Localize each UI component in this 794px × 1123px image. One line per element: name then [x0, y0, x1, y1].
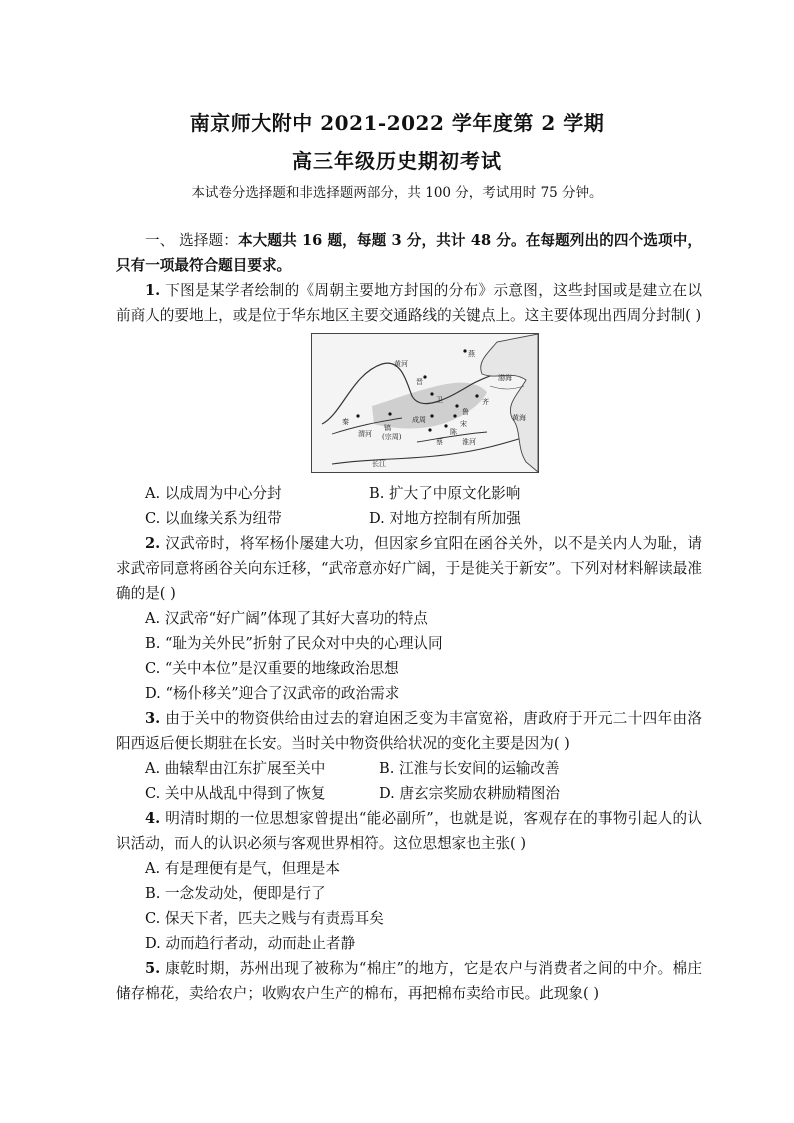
- zhou-fiefdom-map: [311, 333, 539, 473]
- exam-subtitle: 高三年级历史期初考试: [292, 149, 502, 173]
- option-b[interactable]: B. “耻为关外民”折射了民众对中央的心理认同: [145, 635, 443, 652]
- exam-content: [116, 228, 702, 1006]
- question-3: [116, 706, 702, 756]
- map-label-bohai: 渤海: [498, 374, 512, 382]
- map-label-yellow-river: 黄河: [394, 360, 408, 368]
- question-number: 4.: [145, 810, 161, 827]
- map-label-song: 宋: [460, 420, 467, 428]
- option-a[interactable]: A. 以成周为中心分封: [145, 485, 282, 502]
- question-stem: 明清时期的一位思想家曾提出“能必副所”，也就是说，客观存在的事物引起人的认识活动，而人的认识必须与客观世界相符。这位思想家也主张( ): [116, 810, 702, 852]
- map-label-yan: 燕: [468, 350, 475, 358]
- question-4: [116, 806, 702, 856]
- map-label-hao: 镐: [384, 424, 391, 432]
- map-label-zongzhou: (宗周): [382, 433, 402, 441]
- question-number: 2.: [145, 535, 161, 552]
- map-label-wei: 卫: [436, 396, 443, 404]
- option-a[interactable]: A. 汉武帝“好广阔”体现了其好大喜功的特点: [145, 610, 428, 627]
- map-label-jin: 晋: [416, 378, 423, 386]
- question-1-options-row-1: [116, 481, 702, 506]
- option-a[interactable]: A. 曲辕犁由江东扩展至关中: [145, 760, 326, 777]
- option-b[interactable]: B. 江淮与长安间的运输改善: [379, 760, 560, 777]
- question-number: 1.: [145, 282, 161, 299]
- map-label-lu: 鲁: [462, 408, 469, 416]
- question-5: [116, 956, 702, 1006]
- question-stem: 康乾时期，苏州出现了被称为“棉庄”的地方，它是农户与消费者之间的中介。棉庄储存棉花，卖给农户；收购农户生产的棉布，再把棉布卖给市民。此现象( ): [116, 960, 702, 1002]
- map-label-chengzhou: 成周: [412, 416, 426, 424]
- question-stem: 汉武帝时，将军杨仆屡建大功，但因家乡宜阳在函谷关外，以不是关内人为耻，请求武帝同意将函谷关向东迁移，“武帝意亦好广阔，于是徙关于新安”。下列对材料解读最准确的是( ): [116, 535, 702, 602]
- question-1-options-row-2: [116, 506, 702, 531]
- section-lead: 一、 选择题：: [145, 232, 238, 249]
- option-d[interactable]: D. 对地方控制有所加强: [369, 510, 521, 527]
- question-number: 5.: [145, 960, 161, 977]
- map-label-yellow-sea: 黄海: [512, 414, 526, 422]
- exam-instructions: 本试卷分选择题和非选择题两部分，共 100 分，考试用时 75 分钟。: [191, 185, 603, 201]
- map-label-qin: 秦: [342, 418, 349, 426]
- option-a[interactable]: A. 有是理便有是气，但理是本: [145, 860, 340, 877]
- map-label-yangtze: 长江: [372, 460, 386, 468]
- option-b[interactable]: B. 一念发动处，便即是行了: [145, 885, 326, 902]
- section-description: 本大题共 16 题，每题 3 分，共计 48 分。在每题列出的四个选项中，只有一项最符合题目要求。: [116, 232, 703, 274]
- section-heading: [116, 228, 702, 278]
- option-d[interactable]: D. 动而趋行者动，动而赴止者静: [145, 935, 356, 952]
- option-d[interactable]: D. “杨仆移关”迎合了汉武帝的政治需求: [145, 685, 400, 702]
- question-3-options-row-1: [116, 756, 702, 781]
- map-drawing: [312, 334, 538, 472]
- option-c[interactable]: C. 以血缘关系为纽带: [145, 510, 282, 527]
- option-d[interactable]: D. 唐玄宗奖励农耕励精图治: [379, 785, 560, 802]
- option-b[interactable]: B. 扩大了中原文化影响: [369, 485, 521, 502]
- question-1: [116, 278, 702, 328]
- map-label-qi: 齐: [482, 398, 489, 406]
- map-label-huai-river: 淮河: [462, 438, 476, 446]
- question-3-options-row-2: [116, 781, 702, 806]
- map-label-chen: 陈: [450, 428, 457, 436]
- option-c[interactable]: C. 关中从战乱中得到了恢复: [145, 785, 326, 802]
- option-c[interactable]: C. 保天下者，匹夫之贱与有责焉耳矣: [145, 910, 384, 927]
- question-stem: 由于关中的物资供给由过去的窘迫困乏变为丰富宽裕，唐政府于开元二十四年由洛阳西返后便长期驻在长安。当时关中物资供给状况的变化主要是因为( ): [116, 710, 702, 752]
- question-2: [116, 531, 702, 606]
- exam-title: 南京师大附中 2021-2022 学年度第 2 学期: [189, 111, 605, 135]
- map-label-wei-river: 渭河: [358, 430, 372, 438]
- map-label-cai: 蔡: [436, 438, 443, 446]
- question-number: 3.: [145, 710, 161, 727]
- question-stem: 下图是某学者绘制的《周朝主要地方封国的分布》示意图，这些封国或是建立在以前商人的要地上，或是位于华东地区主要交通路线的关键点上。这主要体现出西周分封制( ): [116, 282, 702, 324]
- option-c[interactable]: C. “关中本位”是汉重要的地缘政治思想: [145, 660, 399, 677]
